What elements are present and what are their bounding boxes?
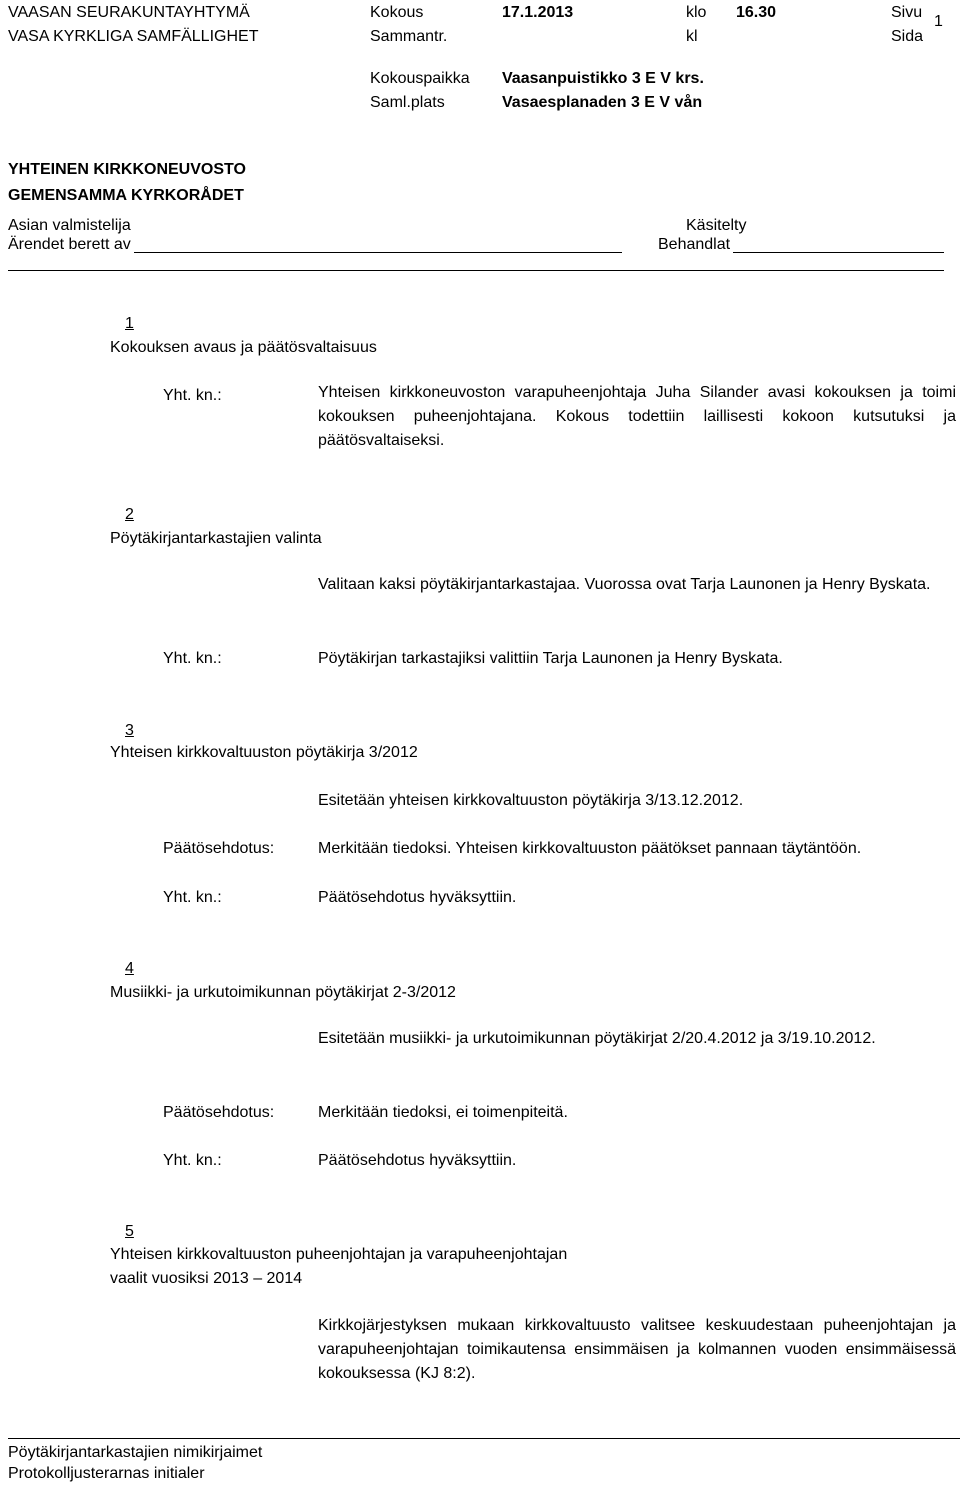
handled-line: [733, 252, 944, 253]
org-name-sv: VASA KYRKLIGA SAMFÄLLIGHET: [8, 28, 259, 45]
time-label-sv: kl: [686, 28, 698, 45]
decision-label: Yht. kn.:: [163, 1152, 222, 1169]
decision-text: Päätösehdotus hyväksyttiin.: [318, 889, 517, 906]
page-number: 1: [934, 13, 943, 30]
decision-label: Yht. kn.:: [163, 387, 222, 404]
decision-text: Päätösehdotus hyväksyttiin.: [318, 1152, 517, 1169]
proposal-label: Päätösehdotus:: [163, 840, 275, 857]
section-title: Kokouksen avaus ja päätösvaltaisuus: [110, 339, 377, 356]
prepared-label-sv: Ärendet berett av: [8, 236, 131, 253]
section-title-line1: Yhteisen kirkkovaltuuston puheenjohtajan ja varapuheenjohtajan: [110, 1246, 568, 1263]
section-title: Musiikki- ja urkutoimikunnan pöytäkirjat 2-3/2012: [110, 984, 456, 1001]
section-number: 3: [125, 722, 134, 739]
org-name-fi: VAASAN SEURAKUNTAYHTYMÄ: [8, 4, 250, 21]
meeting-date: 17.1.2013: [502, 4, 574, 21]
footer-initials-sv: Protokolljusterarnas initialer: [8, 1465, 205, 1482]
proposal-label: Päätösehdotus:: [163, 1104, 275, 1121]
section-number: 2: [125, 506, 134, 523]
intro-text: Esitetään musiikki- ja urkutoimikunnan pöytäkirjat 2/20.4.2012 ja 3/19.10.2012.: [318, 1030, 876, 1047]
decision-text: Yhteisen kirkkoneuvoston varapuheenjohtaja Juha Silander avasi kokouksen ja toimi kokouksen puheenjohtajana. Kokous todettiin laillisesti kokoon kutsutuksi ja päätösvaltaiseksi.: [318, 384, 956, 449]
footer-divider: [8, 1438, 960, 1439]
intro-text: Kirkkojärjestyksen mukaan kirkkovaltuusto valitsee keskuudestaan puheenjohtajan ja varapuheenjohtajan toimikautensa ensimmäisen ja kolmannen vuoden ensimmäisessä kokouksessa (KJ 8:2).: [318, 1317, 956, 1382]
footer-initials-fi: Pöytäkirjantarkastajien nimikirjaimet: [8, 1444, 263, 1461]
body-name-sv: GEMENSAMMA KYRKORÅDET: [8, 187, 244, 204]
section-title: Pöytäkirjantarkastajien valinta: [110, 530, 322, 547]
handled-label-sv: Behandlat: [658, 236, 731, 253]
meeting-label-fi: Kokous: [370, 4, 424, 21]
place-sv: Vasaesplanaden 3 E V vån: [502, 94, 703, 111]
proposal-text: Merkitään tiedoksi. Yhteisen kirkkovaltuuston päätökset pannaan täytäntöön.: [318, 840, 862, 857]
page-label-sv: Sida: [891, 28, 924, 45]
place-fi: Vaasanpuistikko 3 E V krs.: [502, 70, 704, 87]
place-label-fi: Kokouspaikka: [370, 70, 470, 87]
section-title-line2: vaalit vuosiksi 2013 – 2014: [110, 1270, 303, 1287]
time-label-fi: klo: [686, 4, 707, 21]
page-label-fi: Sivu: [891, 4, 923, 21]
decision-text: Pöytäkirjan tarkastajiksi valittiin Tarja Launonen ja Henry Byskata.: [318, 650, 783, 667]
section-number: 1: [125, 315, 134, 332]
prepared-line: [134, 252, 622, 253]
header-divider: [8, 270, 944, 271]
handled-label-fi: Käsitelty: [686, 217, 747, 234]
decision-label: Yht. kn.:: [163, 650, 222, 667]
prepared-label-fi: Asian valmistelija: [8, 217, 131, 234]
section-title: Yhteisen kirkkovaltuuston pöytäkirja 3/2012: [110, 744, 418, 761]
meeting-time: 16.30: [736, 4, 777, 21]
intro-text: Esitetään yhteisen kirkkovaltuuston pöytäkirja 3/13.12.2012.: [318, 792, 744, 809]
section-number: 5: [125, 1223, 134, 1240]
meeting-label-sv: Sammantr.: [370, 28, 448, 45]
intro-text: Valitaan kaksi pöytäkirjantarkastajaa. Vuorossa ovat Tarja Launonen ja Henry Byskata.: [318, 576, 931, 593]
proposal-text: Merkitään tiedoksi, ei toimenpiteitä.: [318, 1104, 568, 1121]
section-number: 4: [125, 960, 134, 977]
place-label-sv: Saml.plats: [370, 94, 445, 111]
body-name-fi: YHTEINEN KIRKKONEUVOSTO: [8, 161, 246, 178]
decision-label: Yht. kn.:: [163, 889, 222, 906]
